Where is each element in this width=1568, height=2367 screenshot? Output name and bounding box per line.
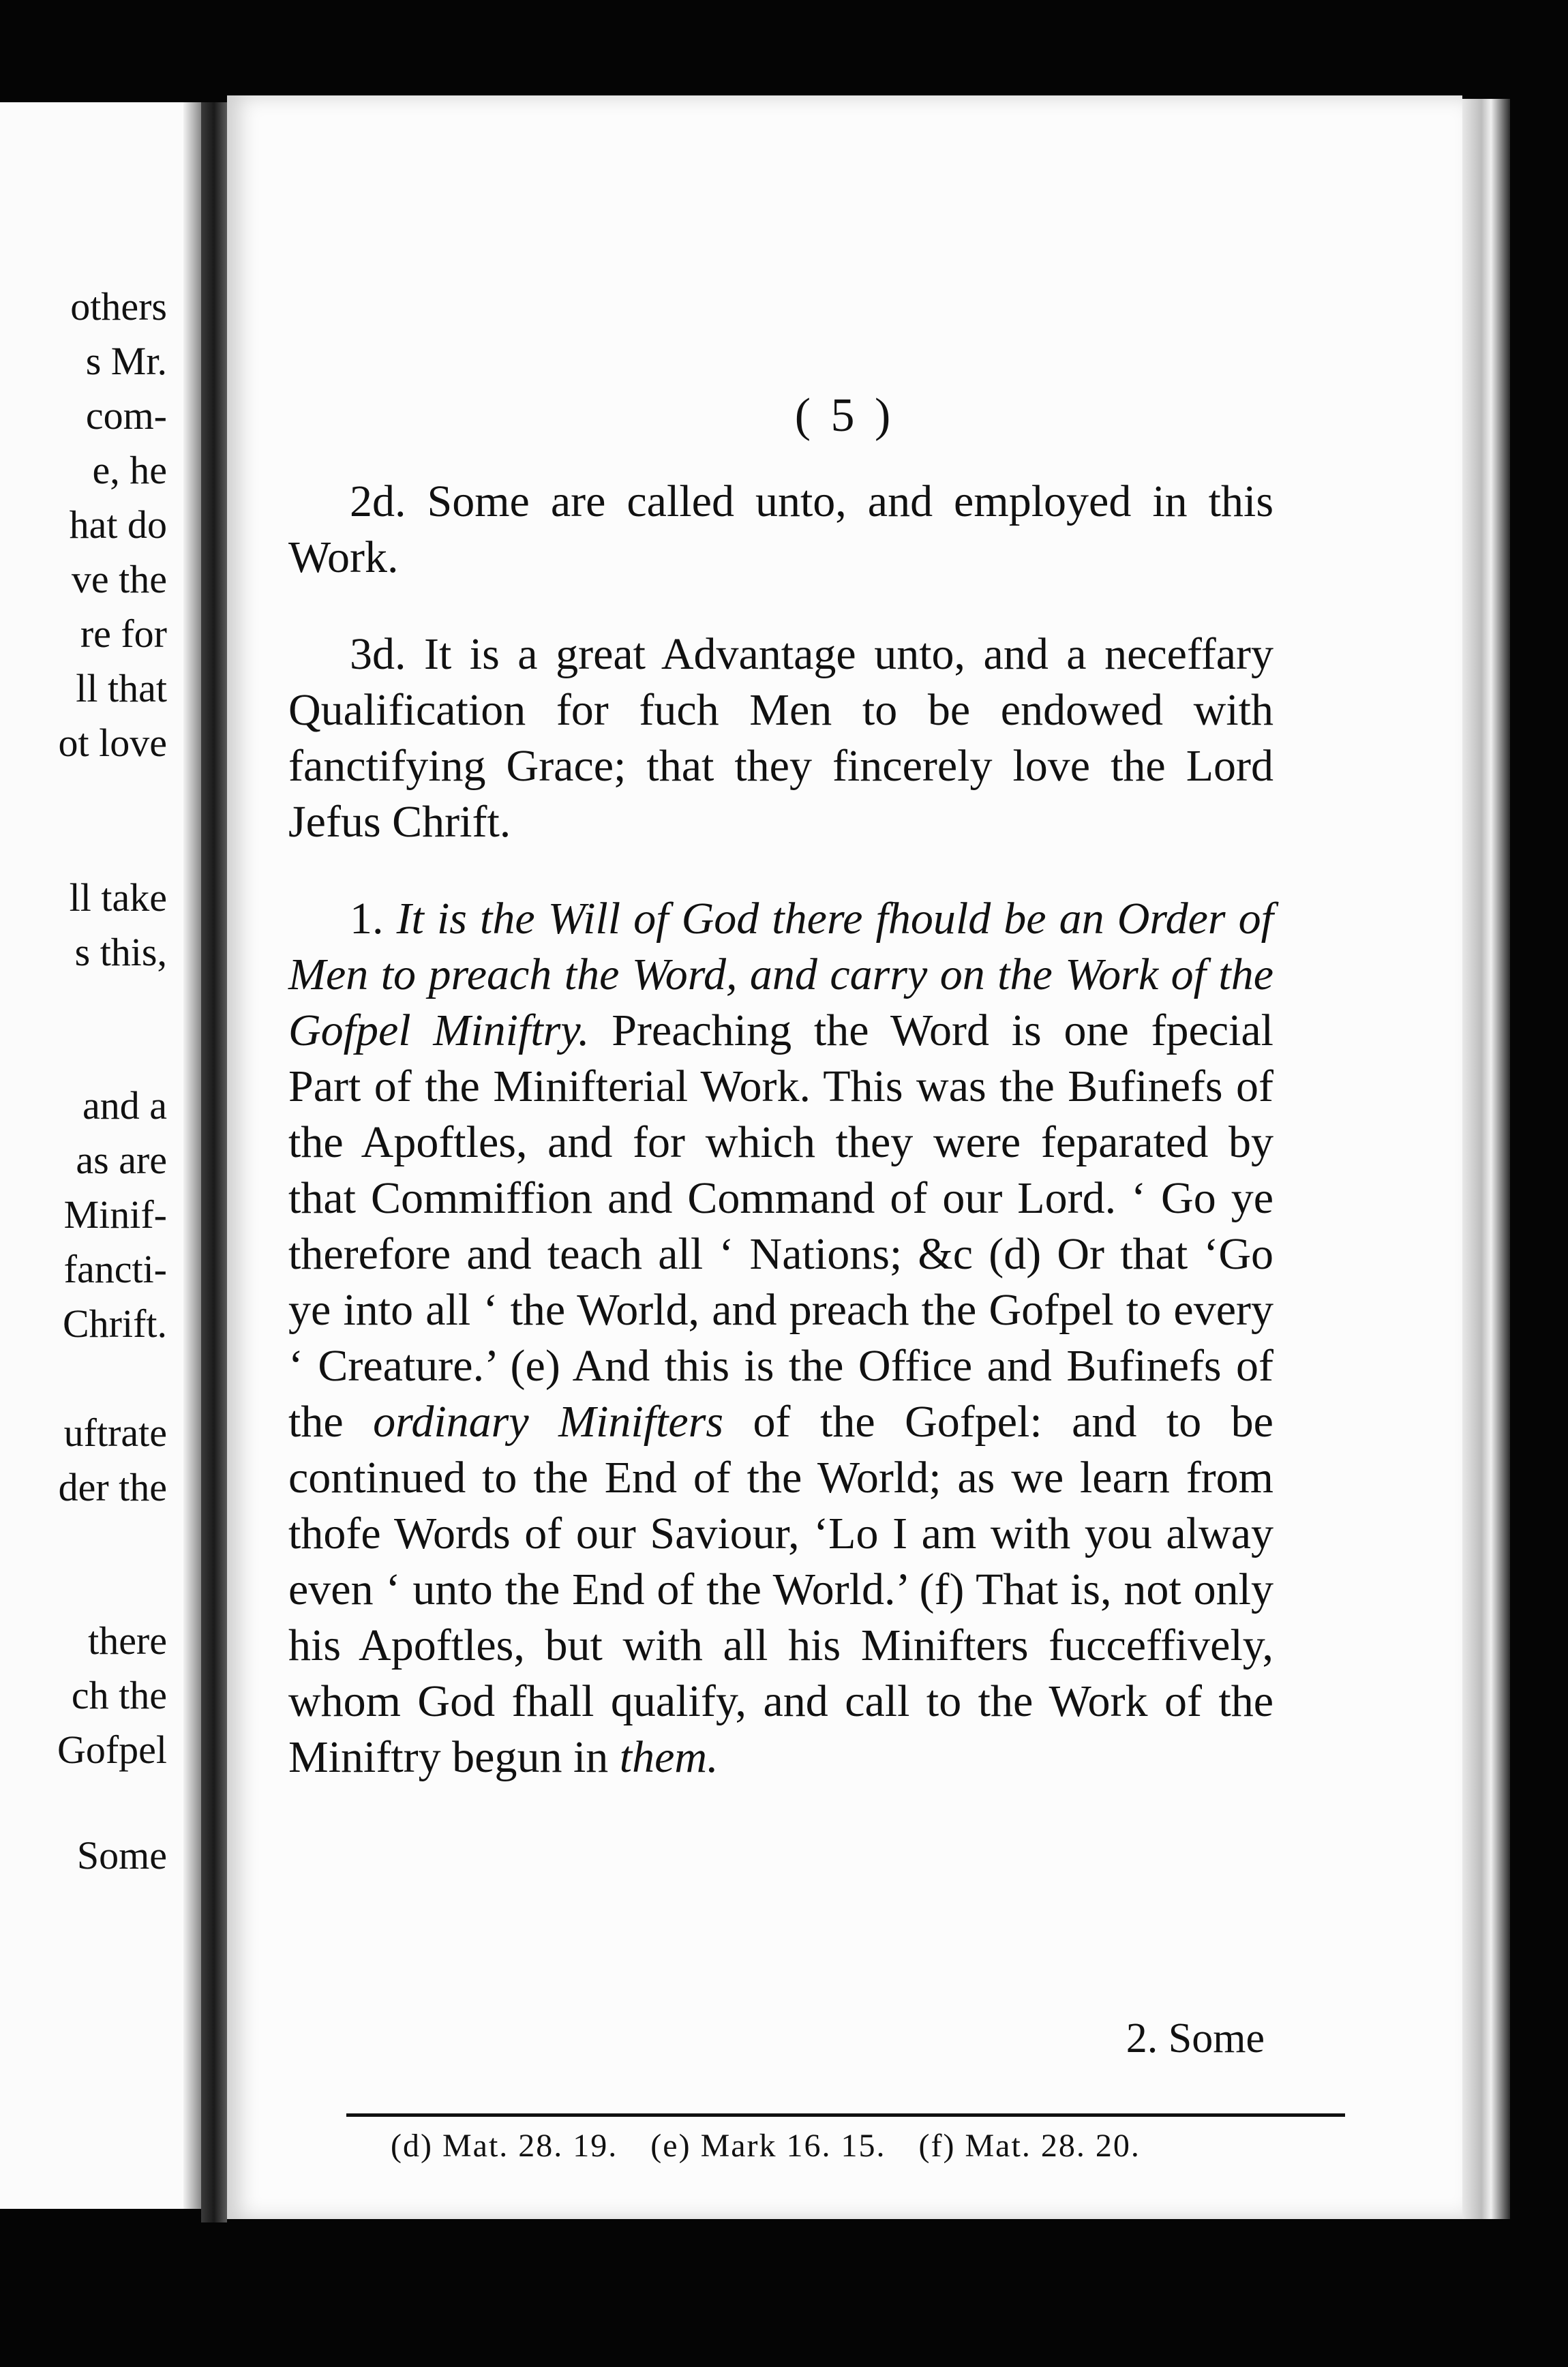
left-page-line: ll take bbox=[69, 875, 167, 920]
paragraph-heading-italic: It is the Will of God there fhould be an Order of Men to preach the Word, and carry on the Work of the Gofpel Miniftry. bbox=[288, 894, 1273, 1055]
paragraph-italic-end: them. bbox=[619, 1732, 719, 1782]
paragraph-3d bbox=[288, 627, 1273, 850]
left-page-line: Gofpel bbox=[57, 1728, 167, 1772]
footnote-rule bbox=[346, 2113, 1345, 2117]
paragraph-text: Preaching the Word is one fpecial Part of the Minifterial Work. This was the Bufinefs of the Apoftles, and for which they were feparated by that Commiffion and Command of our Lord. ‘ Go ye therefore and teach all ‘ Nations; &c (d) Or that ‘Go ye into all ‘ the World, and preach the Gofpel to every ‘ Creature.’ (e) And this is the Office and Bufinefs of the bbox=[288, 1006, 1273, 1447]
left-page-line: as are bbox=[76, 1138, 167, 1182]
paragraph-label: 1. bbox=[350, 894, 384, 944]
left-page-line: ch the bbox=[71, 1673, 167, 1717]
footnote-f: (f) Mat. 28. 20. bbox=[918, 2128, 1141, 2164]
page-number: ( 5 ) bbox=[794, 389, 895, 442]
left-page-line: e, he bbox=[92, 448, 167, 492]
paragraph-label: 2d. bbox=[350, 477, 406, 526]
left-page-line: Chrift. bbox=[62, 1301, 167, 1346]
left-facing-page bbox=[0, 102, 201, 2209]
left-page-line: and a bbox=[82, 1083, 167, 1128]
paragraph-2d bbox=[288, 474, 1273, 586]
gutter-shadow bbox=[183, 102, 201, 2209]
paragraph-text: Some are called unto, and employed in this Work. bbox=[288, 477, 1274, 582]
left-page-line: Minif- bbox=[63, 1192, 167, 1237]
footnote-d: (d) Mat. 28. 19. bbox=[391, 2128, 618, 2164]
left-page-line: re for bbox=[80, 612, 167, 656]
footnote-e: (e) Mark 16. 15. bbox=[650, 2128, 886, 2164]
paragraph-text: It is a great Advantage unto, and a neceffary Qualification for fuch Men to be endowed with fanctifying Grace; that they fincerely love the Lord Jefus Chrift. bbox=[288, 629, 1274, 847]
left-page-line: s this, bbox=[74, 930, 167, 974]
body-text bbox=[288, 474, 1273, 1826]
page-edge bbox=[1462, 99, 1510, 2219]
left-page-line: there bbox=[88, 1618, 167, 1663]
left-page-line: Some bbox=[76, 1833, 167, 1878]
main-page bbox=[227, 95, 1462, 2219]
paragraph-italic-phrase: ordinary Minifters bbox=[373, 1397, 724, 1447]
left-page-line: fancti- bbox=[63, 1247, 167, 1291]
left-page-line: ot love bbox=[58, 721, 167, 765]
book-spine bbox=[201, 102, 227, 2222]
left-page-line: com- bbox=[85, 393, 167, 438]
left-page-line: uftrate bbox=[63, 1411, 167, 1455]
left-page-line: der the bbox=[58, 1465, 167, 1509]
catchword: 2. Some bbox=[1126, 2015, 1265, 2062]
paragraph-1 bbox=[288, 891, 1273, 1785]
left-page-line: ll that bbox=[76, 666, 167, 710]
left-page-line: others bbox=[70, 284, 167, 329]
paragraph-label: 3d. bbox=[350, 629, 406, 679]
paragraph-text: of the Gofpel: and to be continued to the End of the World; as we learn from thofe Words of our Saviour, ‘Lo I am with you alway even ‘ unto the End of the World.’ (f) That is, not only his Apoftles, but with all his Minifters fucceffively, whom God fhall qualify, and call to the Work of the Miniftry begun in bbox=[288, 1397, 1273, 1782]
left-page-line: s Mr. bbox=[85, 339, 167, 383]
footnotes bbox=[391, 2127, 1164, 2165]
left-page-line: ve the bbox=[71, 557, 167, 601]
left-page-line: hat do bbox=[69, 502, 167, 547]
